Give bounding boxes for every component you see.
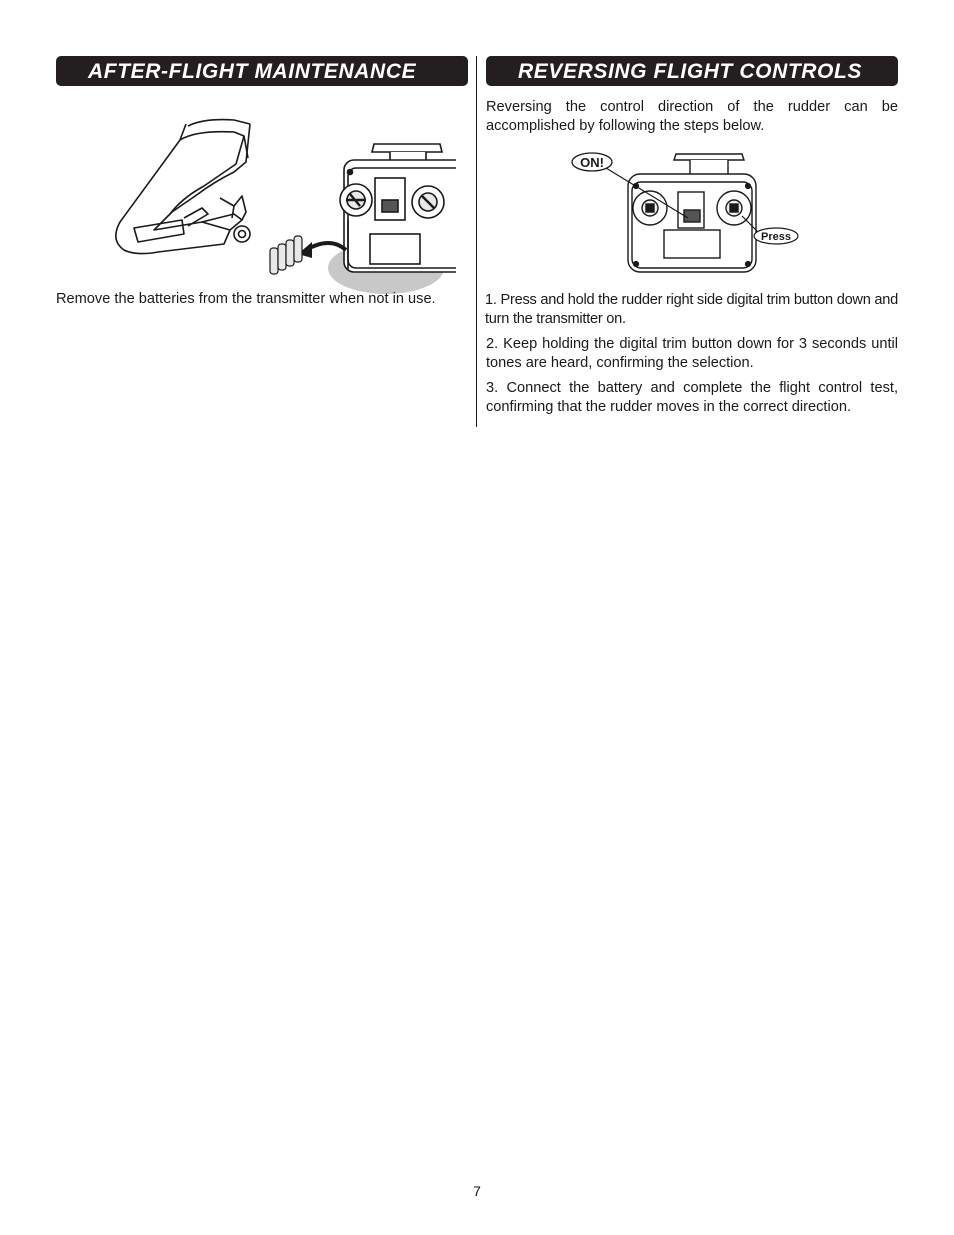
helicopter-stand-sketch bbox=[116, 120, 250, 254]
page-number: 7 bbox=[473, 1183, 481, 1199]
reversing-flight-controls-heading: REVERSING FLIGHT CONTROLS bbox=[486, 56, 898, 86]
battery-removal-drawing bbox=[84, 102, 456, 306]
battery-removal-caption: Remove the batteries from the transmitter when not in use. bbox=[56, 291, 436, 307]
reversing-steps-list bbox=[486, 291, 898, 423]
step-2: 2. Keep holding the digital trim button down for 3 seconds until tones are heard, confirming the selection. bbox=[486, 336, 898, 371]
battery-icons bbox=[270, 236, 302, 274]
transmitter-body bbox=[628, 154, 756, 272]
press-callout-label: Press bbox=[761, 231, 791, 243]
transmitter-callout-illustration bbox=[566, 152, 816, 280]
reversing-flight-controls-section bbox=[485, 56, 898, 415]
reversing-intro-line2: accomplished by following the steps below. bbox=[486, 118, 765, 134]
reversing-intro-line1: Reversing the control direction of the rudder can be bbox=[486, 99, 898, 115]
transmitter-drawing bbox=[340, 144, 456, 272]
after-flight-maintenance-section bbox=[56, 56, 468, 307]
battery-removal-illustration bbox=[84, 102, 456, 306]
step-1: 1. Press and hold the rudder right side digital trim button down and turn the transmitter on. bbox=[485, 292, 898, 327]
on-callout-label: ON! bbox=[580, 155, 604, 170]
reversing-intro bbox=[486, 98, 898, 136]
column-divider bbox=[476, 56, 477, 427]
after-flight-maintenance-heading: AFTER-FLIGHT MAINTENANCE bbox=[56, 56, 468, 86]
step-3: 3. Connect the battery and complete the flight control test, confirming that the rudder moves in the correct direction. bbox=[486, 380, 898, 415]
transmitter-callout-drawing bbox=[566, 152, 816, 280]
